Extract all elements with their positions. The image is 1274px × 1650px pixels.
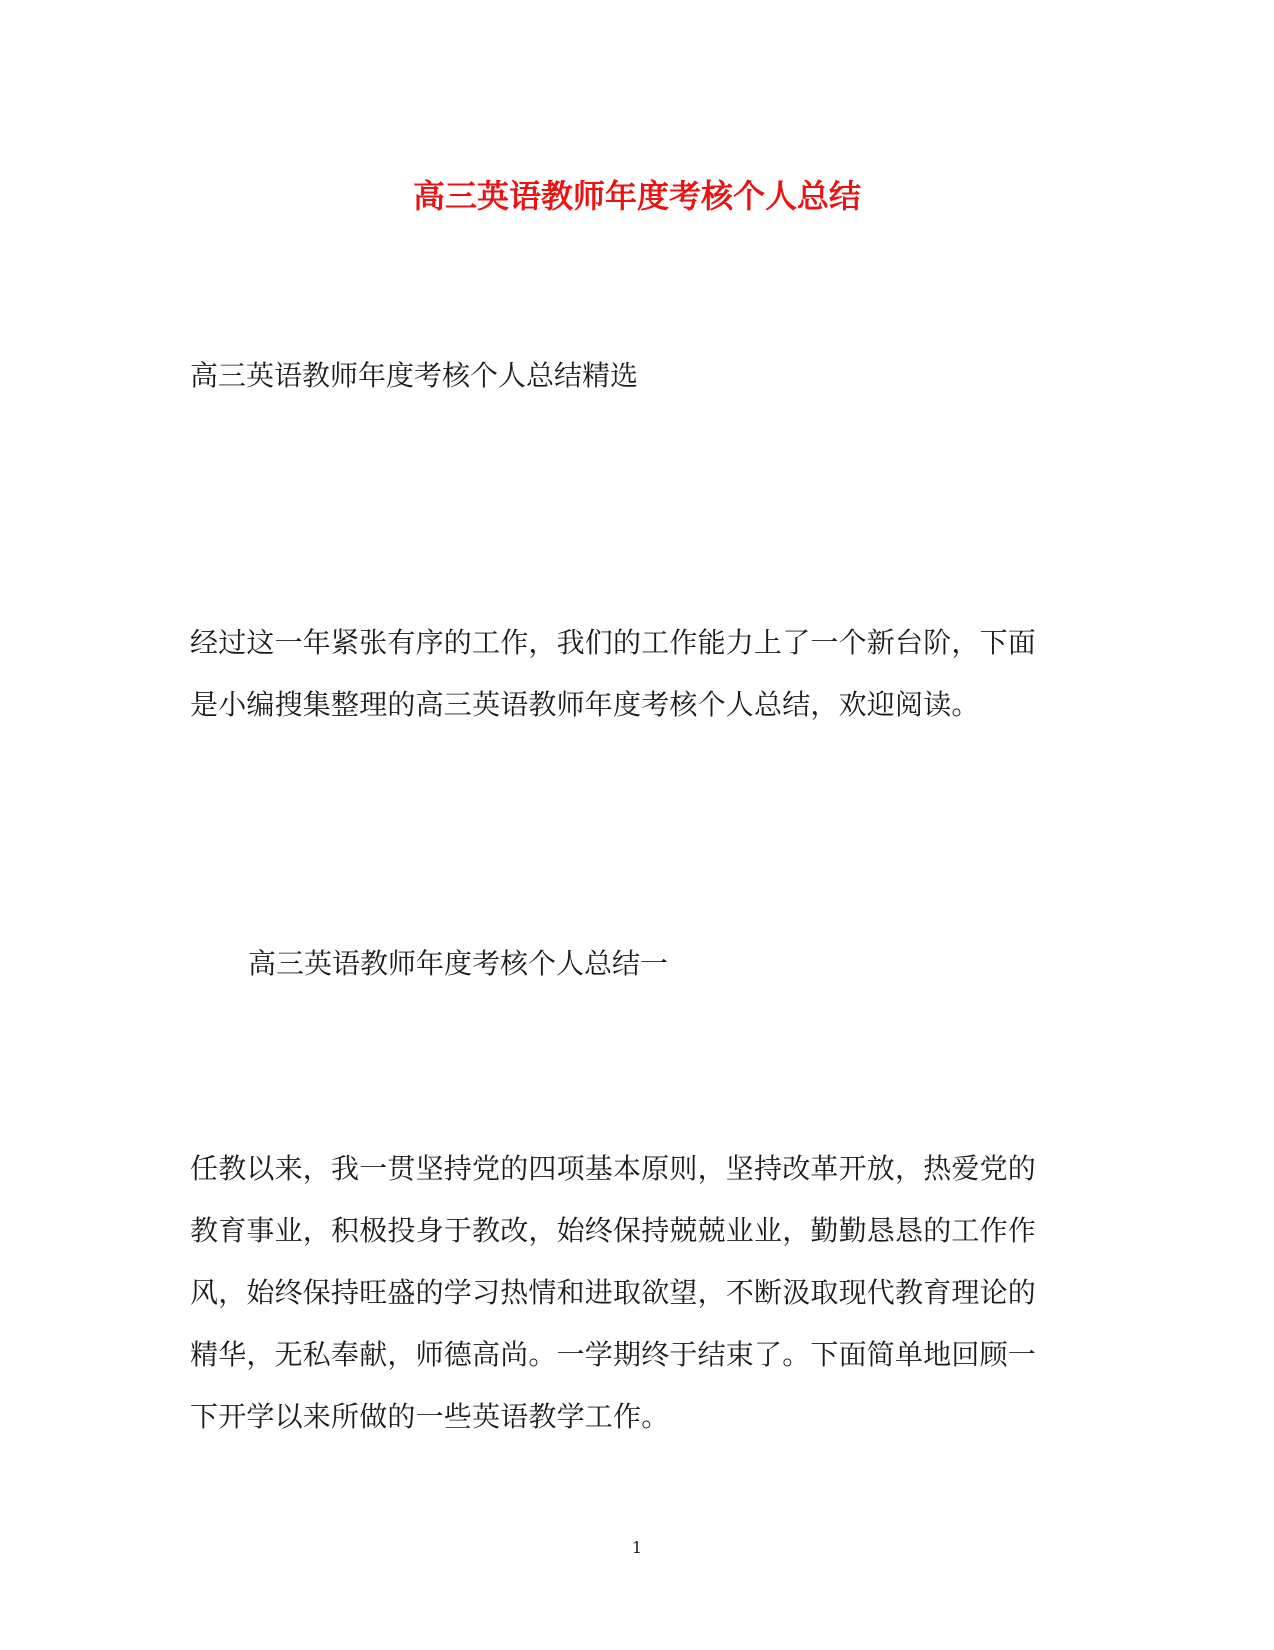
document-subtitle: 高三英语教师年度考核个人总结精选: [190, 359, 639, 392]
body-line: 教育事业，积极投身于教改，始终保持兢兢业业，勤勤恳恳的工作作: [190, 1214, 1037, 1247]
intro-line: 是小编搜集整理的高三英语教师年度考核个人总结，欢迎阅读。: [190, 688, 980, 721]
section-heading: 高三英语教师年度考核个人总结一: [248, 947, 669, 980]
body-line: 精华，无私奉献，师德高尚。一学期终于结束了。下面简单地回顾一: [190, 1338, 1037, 1371]
page-number: 1: [631, 1538, 643, 1557]
body-paragraph: [190, 1138, 1070, 1448]
document-title: 高三英语教师年度考核个人总结: [412, 177, 861, 215]
body-line: 下开学以来所做的一些英语教学工作。: [190, 1400, 670, 1433]
body-line: 任教以来，我一贯坚持党的四项基本原则，坚持改革开放，热爱党的: [190, 1152, 1037, 1185]
body-line: 风，始终保持旺盛的学习热情和进取欲望，不断汲取现代教育理论的: [190, 1276, 1037, 1309]
intro-paragraph: [190, 612, 1070, 736]
intro-line: 经过这一年紧张有序的工作，我们的工作能力上了一个新台阶，下面: [190, 626, 1037, 659]
